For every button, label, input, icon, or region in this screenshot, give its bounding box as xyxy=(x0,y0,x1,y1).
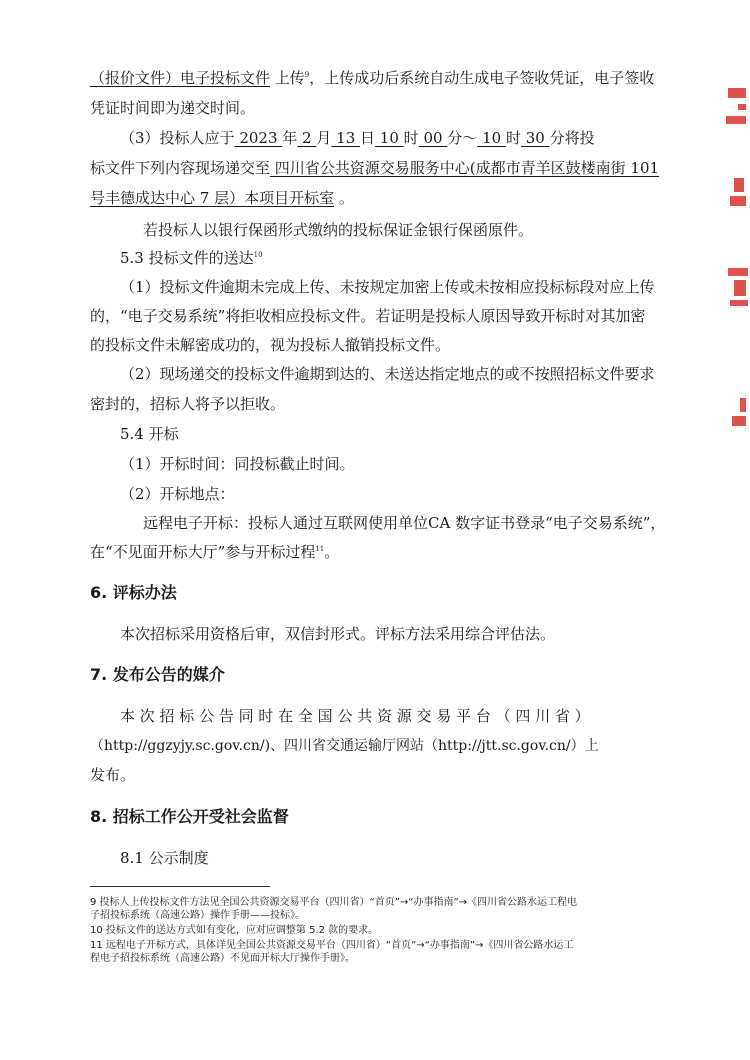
heading-6: 6. 评标办法 xyxy=(90,583,177,602)
section-5-4: 5.4 开标 xyxy=(120,425,179,443)
footnote-ref-11[interactable]: 11 xyxy=(315,545,325,553)
footnote-10: 10 投标文件的送达方式如有变化，应对应调整第 5.2 款的要求。 xyxy=(90,925,379,936)
body-line: （1）投标文件逾期未完成上传、未按规定加密上传或未按相应投标标段对应上传 xyxy=(120,278,655,296)
footnote-ref-10[interactable]: 10 xyxy=(253,251,263,259)
body-line: 的投标文件未解密成功的，视为投标人撤销投标文件。 xyxy=(90,336,451,354)
footnote-9: 9 投标人上传投标文件方法见全国公共资源交易平台（四川省）“首页”→“办事指南”→《四川省公路水运工程电 xyxy=(90,897,578,908)
footnote-11-cont: 程电子招投标系统（高速公路）不见面开标大厅操作手册》。 xyxy=(90,953,355,964)
submission-deadline-line: （3）投标人应于 2023 年 2 月 13 日 10 时 00 分～ 10 时 30 分将投 xyxy=(120,129,595,147)
body-line: （1）开标时间：同投标截止时间。 xyxy=(120,455,355,473)
body-line: 标文件下列内容现场递交至 四川省公共资源交易服务中心(成都市青羊区鼓楼南街 101 xyxy=(90,159,660,177)
body-line: 远程电子开标：投标人通过互联网使用单位CA 数字证书登录“电子交易系统”， xyxy=(143,514,666,532)
body-line: 在“不见面开标大厅”参与开标过程$^{11}$。 xyxy=(90,543,340,561)
heading-7: 7. 发布公告的媒介 xyxy=(90,665,225,684)
seal-fragment xyxy=(724,398,748,434)
footnote-separator xyxy=(90,886,270,887)
body-line: （报价文件）电子投标文件 上传$^9$，上传成功后系统自动生成电子签收凭证，电子签收 xyxy=(90,69,655,87)
body-line: 号丰德成达中心 7 层）本项目开标室 。 xyxy=(90,189,354,207)
body-line: 本 次 招 标 公 告 同 时 在 全 国 公 共 资 源 交 易 平 台 （ 四 川 省 ） xyxy=(120,707,590,725)
body-line: （2）现场递交的投标文件逾期到达的、未送达指定地点的或不按照招标文件要求 xyxy=(120,365,655,383)
body-line-urls: （http://ggzyjy.sc.gov.cn/)、四川省交通运输厅网站（http://jtt.sc.gov.cn/）上 xyxy=(90,738,599,754)
body-line: 本次招标采用资格后审，双信封形式。评标方法采用综合评估法。 xyxy=(120,625,556,643)
seal-fragment xyxy=(724,88,748,128)
seal-fragment xyxy=(724,268,748,316)
body-line: 发布。 xyxy=(90,766,136,784)
section-8-1: 8.1 公示制度 xyxy=(120,849,209,867)
footnote-9-cont: 子招投标系统（高速公路）操作手册——投标》。 xyxy=(90,910,305,921)
seal-fragment xyxy=(724,178,748,218)
section-5-3: 5.3 投标文件的送达$^{10}$ xyxy=(120,249,263,267)
footnote-ref-9[interactable]: 9 xyxy=(304,71,310,79)
body-line: （2）开标地点： xyxy=(120,485,235,503)
body-line: 凭证时间即为递交时间。 xyxy=(90,99,256,117)
body-line: 密封的，招标人将予以拒收。 xyxy=(90,395,286,413)
heading-8: 8. 招标工作公开受社会监督 xyxy=(90,807,289,826)
body-line: 的，“电子交易系统”将拒收相应投标文件。若证明是投标人原因导致开标时对其加密 xyxy=(90,307,646,325)
footnote-11: 11 远程电子开标方式，具体详见全国公共资源交易平台（四川省）“首页”→“办事指南”→《四川省公路水运工 xyxy=(90,940,574,951)
body-line: 若投标人以银行保函形式缴纳的投标保证金银行保函原件。 xyxy=(143,221,534,239)
